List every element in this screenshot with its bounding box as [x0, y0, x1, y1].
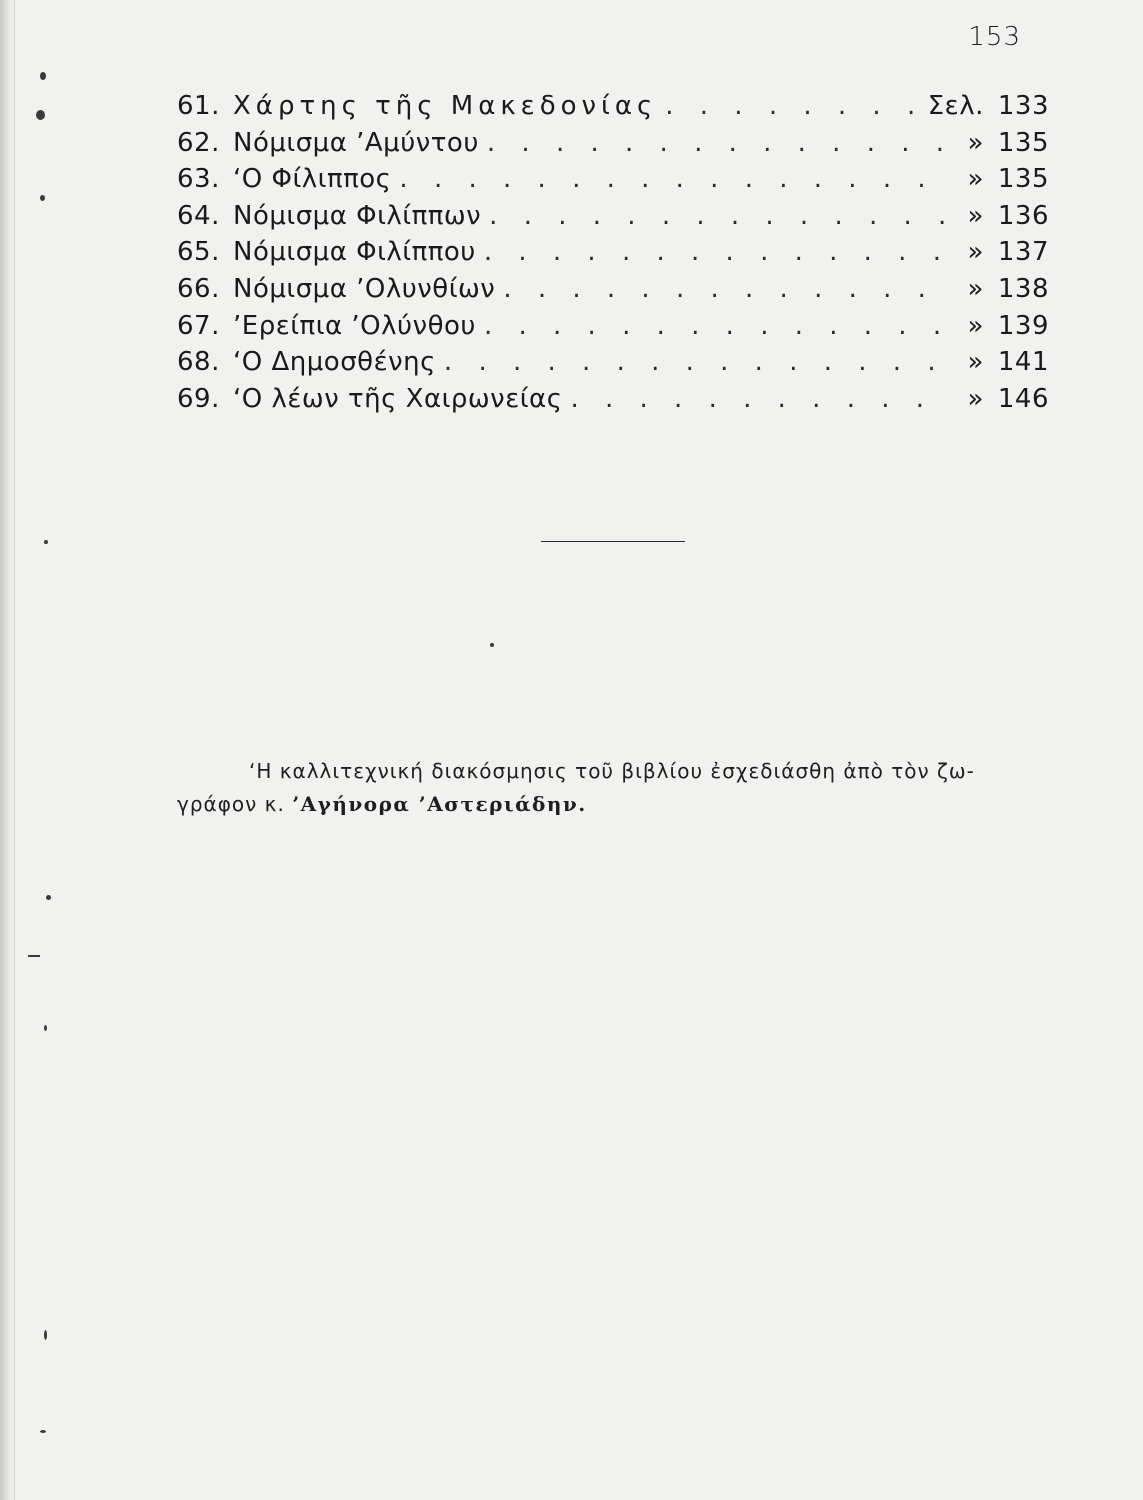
- toc-entry-65: [177, 234, 1049, 271]
- dot-leader: [665, 88, 921, 125]
- credit-prefix: γράφον κ.: [177, 792, 285, 816]
- credit-line-2: [177, 788, 1049, 821]
- ditto-mark: »: [967, 347, 984, 378]
- scan-speck: [44, 1025, 47, 1031]
- entry-page-number: 137: [997, 237, 1049, 268]
- dot-leader: [484, 308, 948, 345]
- entry-page-number: 135: [997, 127, 1049, 158]
- dot-leader: [503, 271, 948, 308]
- section-divider: [541, 541, 685, 542]
- entry-page-number: 135: [997, 164, 1049, 195]
- toc-entry-66: [177, 271, 1049, 308]
- scan-speck: [36, 110, 45, 120]
- scan-speck: [40, 195, 45, 201]
- scan-speck: [44, 1330, 47, 1340]
- toc-entry-64: [177, 198, 1049, 235]
- entry-title: Νόμισμα Φιλίππου: [233, 237, 476, 268]
- entry-title: ‘Ο λέων τῆς Χαιρωνείας: [233, 383, 563, 414]
- entry-number: 69.: [177, 383, 220, 414]
- entry-number: 62.: [177, 127, 220, 158]
- page-number: 153: [968, 22, 1021, 52]
- dot-leader: [484, 234, 948, 271]
- entry-page-number: 133: [997, 91, 1049, 121]
- entry-page-number: 141: [997, 347, 1049, 378]
- entry-title: ’Ερείπια ’Ολύνθου: [233, 310, 476, 341]
- toc-entry-62: [177, 125, 1049, 162]
- page-reference-label: Σελ.: [927, 91, 984, 121]
- entry-title: Νόμισμα ’Αμύντου: [233, 127, 479, 158]
- entry-number: 66.: [177, 273, 220, 304]
- dot-leader: [487, 125, 948, 162]
- ditto-mark: »: [967, 383, 984, 414]
- toc-entry-61: [177, 88, 1049, 125]
- scan-speck: [28, 955, 40, 957]
- scan-speck: [490, 643, 494, 647]
- credit-line-1: ‘Η καλλιτεχνική διακόσμησις τοῦ βιβλίου ἐσχεδιάσθη ἀπὸ τὸν ζω-: [249, 759, 975, 783]
- entry-page-number: 146: [997, 383, 1049, 414]
- ditto-mark: »: [967, 273, 984, 304]
- entry-title: Νόμισμα ’Ολυνθίων: [233, 273, 496, 304]
- entry-title: Χάρτης τῆς Μακεδονίας: [233, 91, 658, 121]
- ditto-mark: »: [967, 164, 984, 195]
- entry-page-number: 138: [997, 273, 1049, 304]
- entry-number: 63.: [177, 164, 220, 195]
- dot-leader: [444, 344, 948, 381]
- entry-page-number: 136: [997, 200, 1049, 231]
- scan-speck: [46, 895, 51, 900]
- dot-leader: [399, 161, 947, 198]
- toc-entry-69: [177, 381, 1049, 418]
- entry-number: 65.: [177, 237, 220, 268]
- scan-speck: [40, 72, 46, 80]
- entry-title: ‘Ο Δημοσθένης: [233, 347, 436, 378]
- toc-entry-63: [177, 161, 1049, 198]
- ditto-mark: »: [967, 127, 984, 158]
- scan-speck: [44, 540, 48, 544]
- ditto-mark: »: [967, 310, 984, 341]
- artist-name: ’Αγήνορα ’Αστεριάδην.: [292, 792, 587, 816]
- entry-number: 67.: [177, 310, 220, 341]
- scan-speck: [40, 1430, 46, 1433]
- entry-number: 64.: [177, 200, 220, 231]
- toc-entry-67: [177, 308, 1049, 345]
- entry-page-number: 139: [997, 310, 1049, 341]
- ditto-mark: »: [967, 237, 984, 268]
- dot-leader: [570, 381, 947, 418]
- entry-title: ‘Ο Φίλιππος: [233, 164, 392, 195]
- entry-number: 61.: [177, 91, 220, 121]
- illustration-credit: [177, 755, 1049, 821]
- entry-title: Νόμισμα Φιλίππων: [233, 200, 482, 231]
- dot-leader: [489, 198, 948, 235]
- list-of-illustrations: [177, 88, 1049, 417]
- ditto-mark: »: [967, 200, 984, 231]
- toc-entry-68: [177, 344, 1049, 381]
- page-binding-edge: [0, 0, 15, 1500]
- entry-number: 68.: [177, 347, 220, 378]
